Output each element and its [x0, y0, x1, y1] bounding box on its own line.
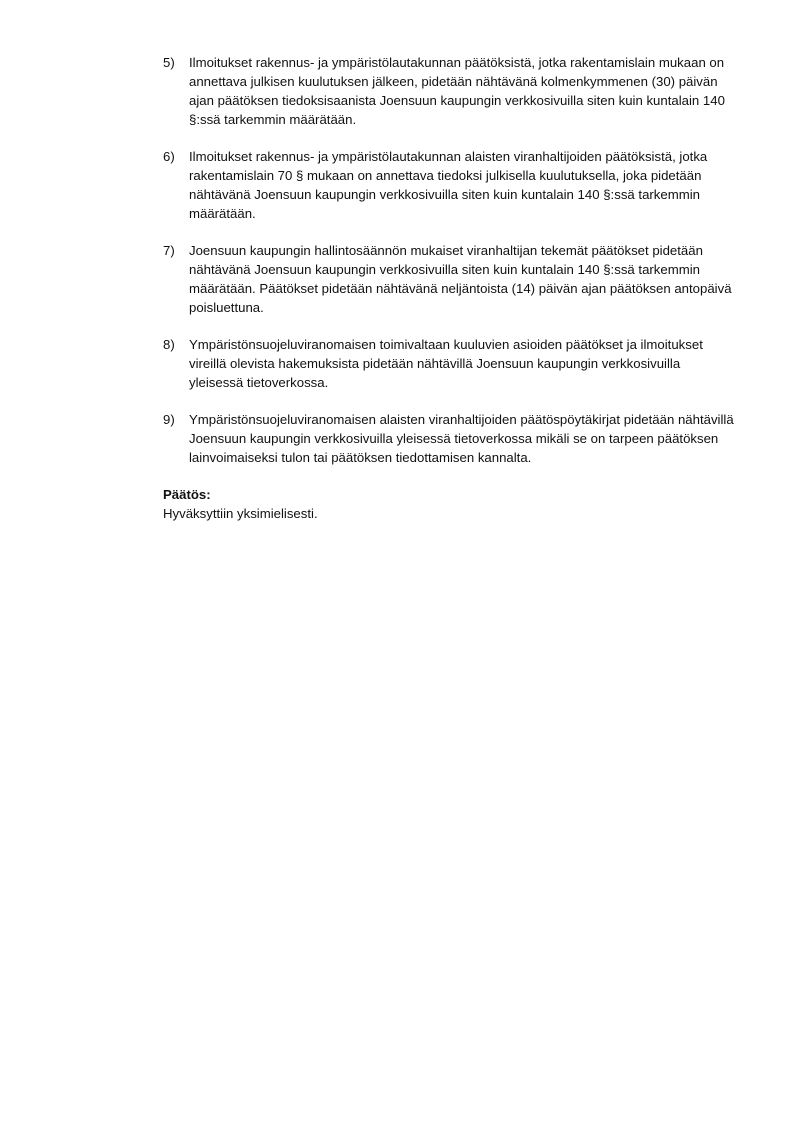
list-item-text: Ilmoitukset rakennus- ja ympäristölautakunnan päätöksistä, jotka rakentamislain mukaan on annettava julkisen kuulutuksen jälkeen, pidetään nähtävänä kolmenkymmenen (30) päivän ajan päätöksen tiedoksisaanista Joensuun kaupungin verkkosivuilla siten kuin kuntalain 140 §:ssä tarkemmin määrätään. — [189, 55, 725, 127]
list-item-text: Ilmoitukset rakennus- ja ympäristölautakunnan alaisten viranhaltijoiden päätöksistä, jotka rakentamislain 70 § mukaan on annettava tiedoksi julkisella kuulutuksella, joka pidetään nähtävänä Joensuun kaupungin verkkosivuilla siten kuin kuntalain 140 §:ssä tarkemmin määrätään. — [189, 149, 708, 221]
list-item — [163, 410, 738, 467]
list-item — [163, 335, 738, 392]
list-item-number: 7) — [163, 243, 175, 258]
list-item-number: 6) — [163, 149, 175, 164]
document-body — [163, 53, 738, 523]
list-item-number: 5) — [163, 55, 175, 70]
list-item — [163, 53, 738, 129]
list-item-number: 8) — [163, 337, 175, 352]
list-item-number: 9) — [163, 412, 175, 427]
list-item-text: Ympäristönsuojeluviranomaisen toimivaltaan kuuluvien asioiden päätökset ja ilmoitukset vireillä olevista hakemuksista pidetään nähtävillä Joensuun kaupungin verkkosivuilla yleisessä tietoverkossa. — [189, 337, 703, 390]
list-item-text: Ympäristönsuojeluviranomaisen alaisten viranhaltijoiden päätöspöytäkirjat pidetään nähtävillä Joensuun kaupungin verkkosivuilla yleisessä tietoverkossa mikäli se on tarpeen päätöksen lainvoimaiseksi tulon tai päätöksen tiedottamisen kannalta. — [189, 412, 734, 465]
list-item-text: Joensuun kaupungin hallintosäännön mukaiset viranhaltijan tekemät päätökset pidetään nähtävänä Joensuun kaupungin verkkosivuilla siten kuin kuntalain 140 §:ssä tarkemmin määrätään. Päätökset pidetään nähtävänä neljäntoista (14) päivän ajan päätöksen antopäivä poisluettuna. — [189, 243, 732, 315]
decision-text: Hyväksyttiin yksimielisesti. — [163, 506, 318, 521]
list-item — [163, 147, 738, 223]
decision-heading: Päätös: — [163, 487, 211, 502]
list-item — [163, 241, 738, 317]
